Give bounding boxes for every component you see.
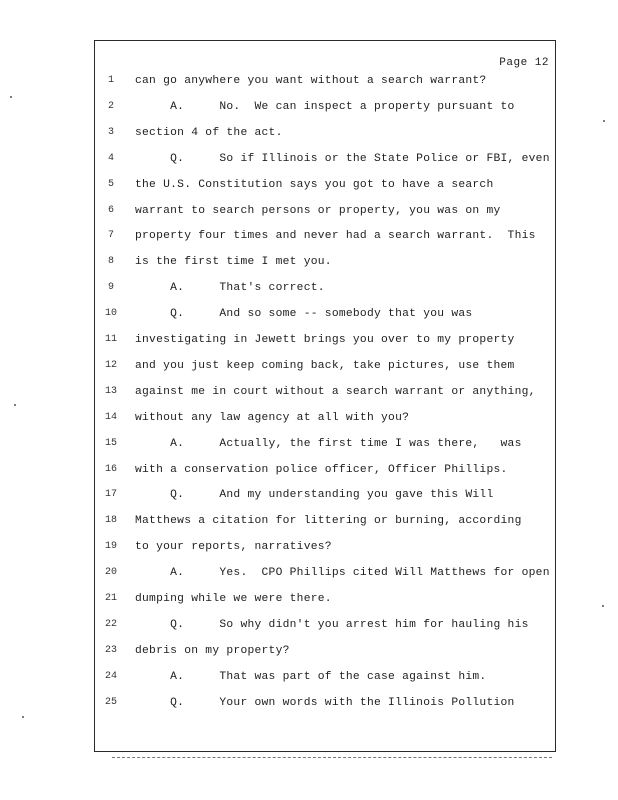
transcript-line: [95, 489, 555, 509]
transcript-line: [95, 334, 555, 354]
line-number: 23: [104, 644, 117, 656]
line-text: warrant to search persons or property, you was on my: [135, 204, 501, 217]
line-text: A. No. We can inspect a property pursuant to: [135, 100, 515, 113]
line-number: 15: [104, 437, 117, 449]
line-number: 11: [104, 334, 117, 345]
line-number: 19: [104, 541, 117, 553]
transcript-line: [95, 386, 555, 406]
line-text: Q. And my understanding you gave this Will: [135, 489, 494, 502]
line-number: 18: [104, 515, 117, 527]
transcript-line: [95, 256, 555, 276]
line-text: A. Actually, the first time I was there, was: [135, 437, 522, 450]
transcript-line: [95, 619, 555, 639]
transcript-page: [94, 40, 556, 752]
line-text: section 4 of the act.: [135, 126, 283, 139]
transcript-line: [95, 75, 555, 95]
line-text: Q. So why didn't you arrest him for hauling his: [135, 618, 529, 631]
transcript-line: [95, 179, 555, 199]
page-number: Page 12: [499, 57, 549, 69]
transcript-line: [95, 360, 555, 380]
line-text: the U.S. Constitution says you got to have a search: [135, 178, 494, 191]
line-text: investigating in Jewett brings you over to my property: [135, 334, 515, 346]
line-text: Q. Your own words with the Illinois Pollution: [135, 696, 515, 709]
line-text: to your reports, narratives?: [135, 541, 332, 554]
line-number: 9: [107, 282, 114, 294]
transcript-line: [95, 593, 555, 613]
line-number: 5: [107, 178, 114, 190]
line-number: 1: [107, 75, 114, 86]
line-text: dumping while we were there.: [135, 593, 332, 605]
transcript-line: [95, 230, 555, 250]
transcript-line: [95, 645, 555, 665]
line-number: 21: [104, 593, 117, 604]
line-number: 13: [104, 385, 117, 397]
line-number: 6: [107, 204, 114, 216]
line-number: 17: [104, 489, 117, 501]
line-number: 25: [104, 696, 117, 708]
scan-speck: [602, 605, 604, 607]
line-text: property four times and never had a search warrant. This: [135, 230, 536, 243]
scan-speck: [603, 120, 605, 122]
line-number: 8: [107, 256, 114, 268]
line-text: without any law agency at all with you?: [135, 411, 410, 424]
line-text: and you just keep coming back, take pictures, use them: [135, 359, 515, 372]
transcript-line: [95, 515, 555, 535]
line-number: 14: [104, 411, 117, 423]
line-text: Q. And so some -- somebody that you was: [135, 308, 473, 321]
line-text: Q. So if Illinois or the State Police or FBI, even: [135, 152, 550, 165]
transcript-line: [95, 438, 555, 458]
transcript-line: [95, 127, 555, 147]
line-text: Matthews a citation for littering or burning, according: [135, 515, 522, 528]
line-number: 24: [104, 670, 117, 682]
line-text: A. That was part of the case against him.: [135, 670, 487, 683]
transcript-line: [95, 671, 555, 691]
transcript-line: [95, 567, 555, 587]
transcript-line: [95, 153, 555, 173]
line-number: 12: [104, 359, 117, 371]
transcript-line: [95, 464, 555, 484]
line-number: 20: [104, 567, 117, 579]
scan-speck: [14, 404, 16, 406]
line-number: 22: [104, 618, 117, 630]
line-number: 10: [104, 308, 117, 320]
transcript-line: [95, 101, 555, 121]
line-text: with a conservation police officer, Officer Phillips.: [135, 463, 508, 476]
scan-speck: [10, 96, 12, 98]
line-text: A. That's correct.: [135, 282, 325, 295]
line-number: 4: [107, 152, 114, 164]
line-number: 3: [107, 126, 114, 138]
line-text: is the first time I met you.: [135, 256, 332, 269]
line-text: A. Yes. CPO Phillips cited Will Matthews for open: [135, 567, 550, 580]
line-number: 16: [104, 463, 117, 475]
scan-artifact-line: [112, 757, 552, 761]
scan-speck: [22, 716, 24, 718]
line-text: against me in court without a search warrant or anything,: [135, 385, 536, 398]
line-text: can go anywhere you want without a search warrant?: [135, 75, 487, 87]
line-text: debris on my property?: [135, 644, 290, 657]
transcript-line: [95, 308, 555, 328]
transcript-line: [95, 412, 555, 432]
transcript-line: [95, 541, 555, 561]
transcript-line: [95, 697, 555, 717]
transcript-line: [95, 205, 555, 225]
line-number: 7: [107, 230, 114, 242]
line-number: 2: [107, 100, 114, 112]
transcript-line: [95, 282, 555, 302]
